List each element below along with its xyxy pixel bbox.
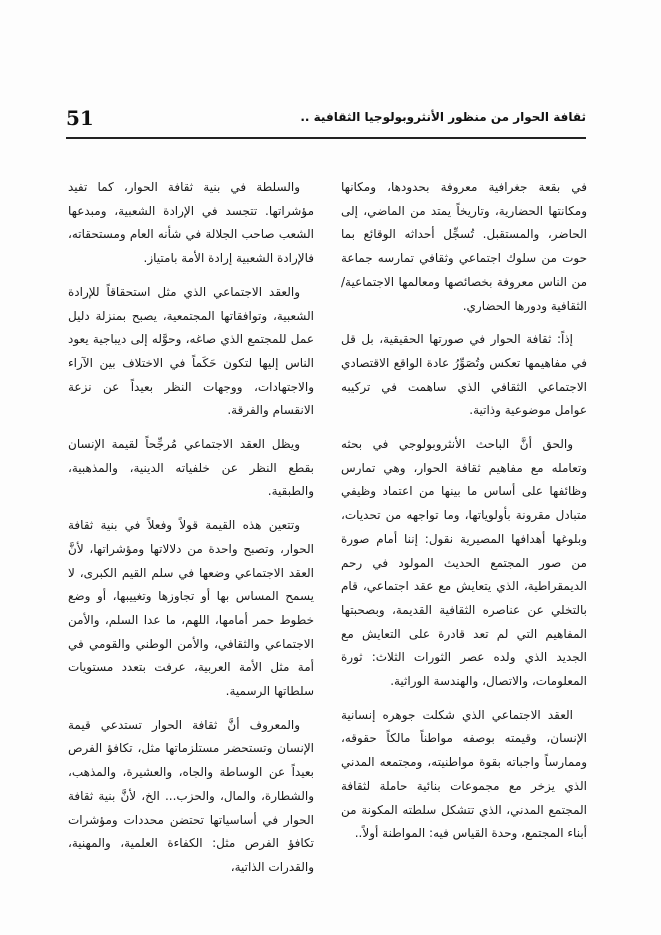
paragraph: والحق أنَّ الباحث الأنثروبولوجي في بحثه وتعامله مع مفاهيم ثقافة الحوار، وهي تمارس وظائفها على أساس ما بينها من اعتماد وظيفي متبادل مقرونة بأولوياتها، وما تواجهه من تحديات، وبلوغها أهدافها المصيرية نقول: إننا أمام صورة من صور المجتمع الحديث المولود في رحم الديمقراطية، الذي يتعايش مع عقد اجتماعي، قام بالتخلي عن عناصره الثقافية القديمة، وبصحبتها المفاهيم التي لم تعد قادرة على التعايش مع الجديد الذي ولده عصر الثورات الثلاث: ثورة المعلومات، والاتصال، والهندسة الوراثية.: [341, 437, 587, 689]
paragraph: وتتعين هذه القيمة قولاً وفعلاً في بنية ثقافة الحوار، وتصبح واحدة من دلالاتها ومؤشراتها، لأنَّ العقد الاجتماعي وضعها في سلم القيم الكبرى، لا يسمح المساس بها أو تجاوزها وتغييبها، أو وضع خطوط حمر أمامها، اللهم، ما عدا السلم، والأمن الاجتماعي والثقافي، والأمن الوطني والقومي في أمة مثل الأمة العربية، عرفت بتعدد مستويات سلطاتها الرسمية.: [68, 518, 314, 699]
running-title: ثقافة الحوار من منظور الأنثروبولوجيا الثقافية ..: [300, 110, 586, 124]
paragraph: إذاً: ثقافة الحوار في صورتها الحقيقية، بل قل في مفاهيمها تعكس وتُصَوِّرُ عادة الواقع الاقتصادي الاجتماعي الثقافي الذي ساهمت في تركيبه عوامل موضوعية وذاتية.: [341, 332, 587, 418]
left-column: [68, 176, 314, 880]
paragraph: في بقعة جغرافية معروفة بحدودها، ومكانها ومكانتها الحضارية، وتاريخاً يمتد من الماضي، إلى الحاضر، والمستقبل. تُسجِّل أحداثه الوقائع بما حوت من سلوك اجتماعي وثقافي تمارسه جماعة من الناس معروفة بخصائصها ومعالمها الاجتماعية/ الثقافية ودورها الحضاري.: [341, 180, 587, 313]
page-number: 51: [66, 106, 94, 130]
header-rule: [66, 137, 586, 139]
page-header: [66, 108, 586, 130]
paragraph: والمعروف أنَّ ثقافة الحوار تستدعي قيمة الإنسان وتستحضر مستلزماتها مثل، تكافؤ الفرص بعيداً عن الوساطة والجاه، والعشيرة، والمذهب، والشطارة، والمال، والحزب... الخ، لأنَّ بنية ثقافة الحوار في أساسياتها تحتضن محددات ومؤشرات تكافؤ الفرص مثل: الكفاءة العلمية، والمهنية، والقدرات الذاتية،: [68, 717, 314, 874]
paragraph: العقد الاجتماعي الذي شكلت جوهره إنسانية الإنسان، وقيمته بوصفه مواطناً مالكاً حقوقه، وممارساً واجباته بقوة مواطنيته، ومجتمعه المدني الذي يزخر مع مجموعات بنائية حاملة لثقافة المجتمع المدني، الذي تتشكل سلطته المكونة من أبناء المجتمع، وحدة القياس فيه: المواطنة أولاً..: [341, 707, 587, 841]
right-column: [341, 176, 587, 846]
paragraph: والعقد الاجتماعي الذي مثل استحقاقاً للإرادة الشعبية، وتوافقاتها المجتمعية، يصبح بمنزلة دليل عمل للمجتمع الذي صاغه، وحوَّله إلى ديباجية يعود الناس إليها لتكون حَكَماً في الاختلاف بين الآراء والاجتهادات، ووجهات النظر بعيداً عن نزعة الانقسام والفرقة.: [68, 284, 314, 418]
paragraph: ويظل العقد الاجتماعي مُرجِّحاً لقيمة الإنسان بقطع النظر عن خلفياته الدينية، والمذهبية، والطبقية.: [68, 437, 314, 499]
paragraph: والسلطة في بنية ثقافة الحوار، كما تفيد مؤشراتها. تتجسد في الإرادة الشعبية، ومبدعها الشعب صاحب الجلالة في شأنه العام ومستحقاته، فالإرادة الشعبية إرادة الأمة بامتياز.: [68, 180, 314, 266]
